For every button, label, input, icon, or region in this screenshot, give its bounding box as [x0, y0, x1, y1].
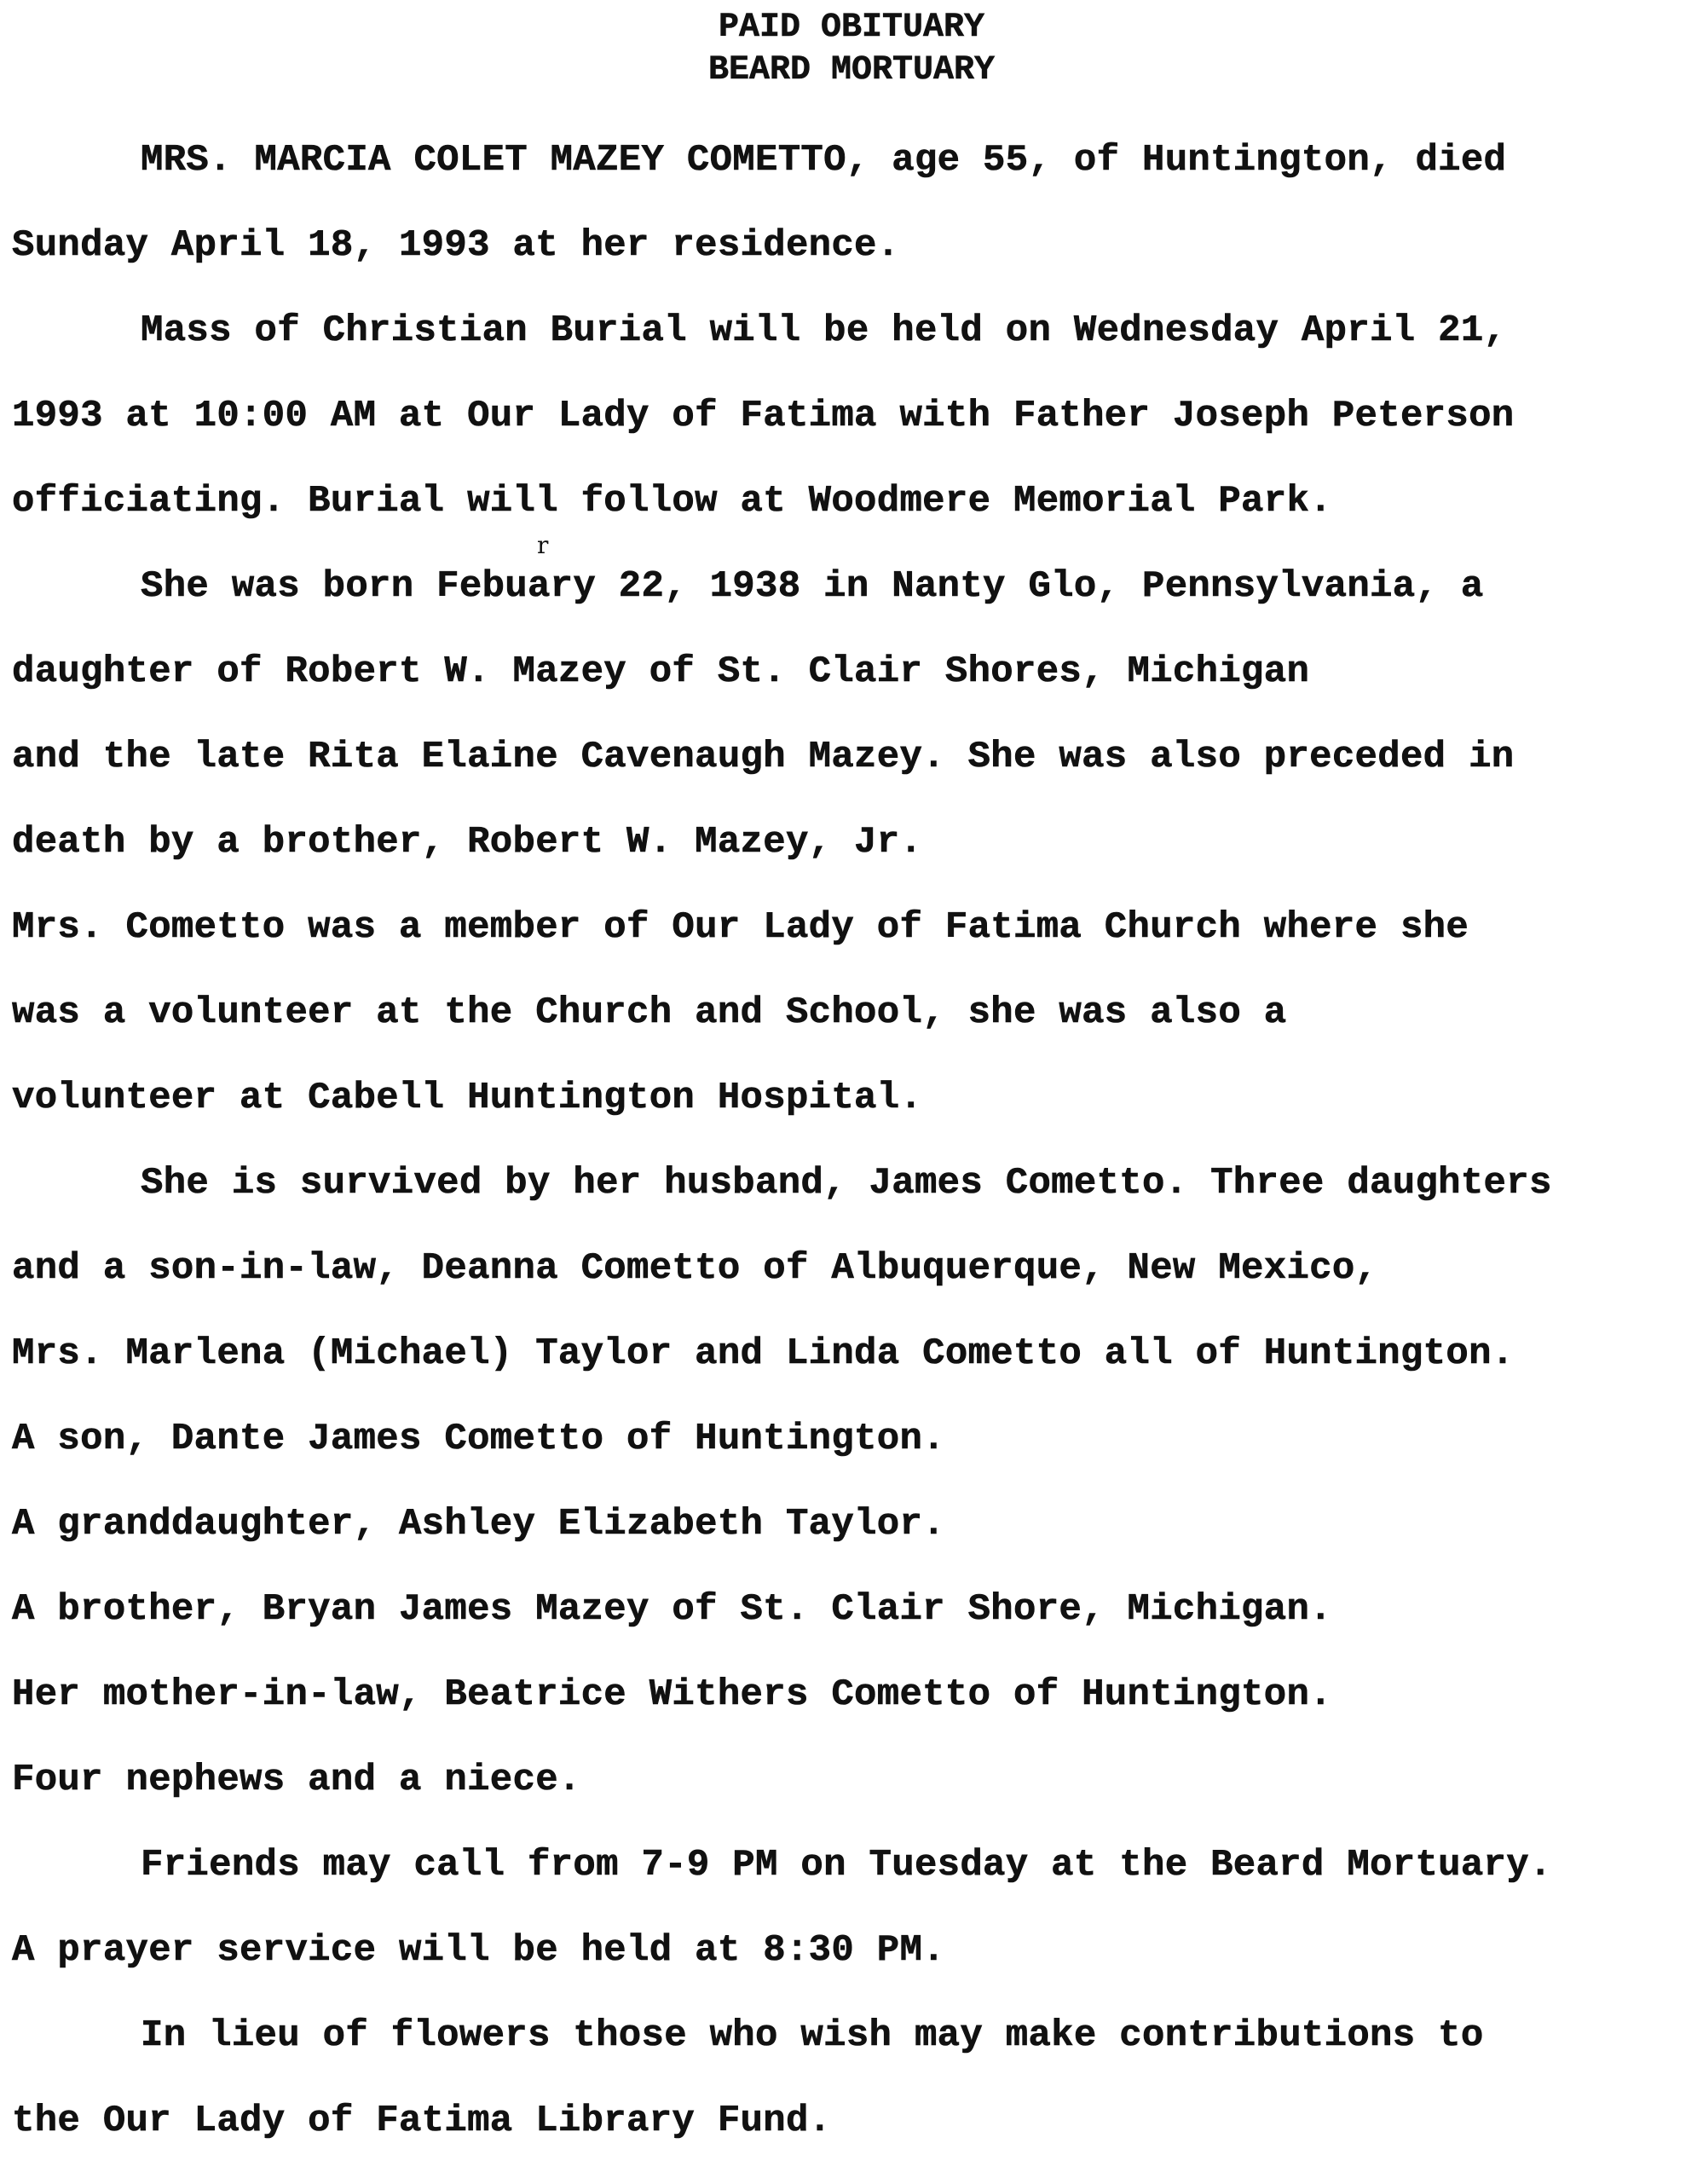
body-line: Sunday April 18, 1993 at her residence. — [12, 224, 900, 267]
body-line: MRS. MARCIA COLET MAZEY COMETTO, age 55, of Huntington, died — [141, 139, 1507, 182]
body-line: the Our Lady of Fatima Library Fund. — [12, 2100, 832, 2142]
body-line: officiating. Burial will follow at Woodmere Memorial Park. — [12, 480, 1332, 523]
body-line: A son, Dante James Cometto of Huntington. — [12, 1418, 945, 1460]
body-line: She is survived by her husband, James Cometto. Three daughters — [141, 1162, 1552, 1205]
body-line: and a son-in-law, Deanna Cometto of Albuquerque, New Mexico, — [12, 1247, 1378, 1290]
body-line: In lieu of flowers those who wish may make contributions to — [141, 2014, 1484, 2057]
body-line: Mrs. Cometto was a member of Our Lady of Fatima Church where she — [12, 906, 1469, 949]
handwritten-insert-mark: r — [537, 531, 549, 559]
body-line: Her mother-in-law, Beatrice Withers Cometto of Huntington. — [12, 1673, 1332, 1716]
body-line: and the late Rita Elaine Cavenaugh Mazey. She was also preceded in — [12, 736, 1515, 778]
body-line: was a volunteer at the Church and School, she was also a — [12, 991, 1287, 1034]
heading-paid-obituary: PAID OBITUARY — [718, 9, 985, 47]
body-line: A granddaughter, Ashley Elizabeth Taylor. — [12, 1503, 945, 1546]
body-line: 1993 at 10:00 AM at Our Lady of Fatima with Father Joseph Peterson — [12, 395, 1515, 437]
body-line: volunteer at Cabell Huntington Hospital. — [12, 1077, 923, 1119]
body-line: death by a brother, Robert W. Mazey, Jr. — [12, 821, 923, 864]
body-line: Mrs. Marlena (Michael) Taylor and Linda Cometto all of Huntington. — [12, 1332, 1515, 1375]
body-line: She was born Febuary 22, 1938 in Nanty Glo, Pennsylvania, a — [141, 565, 1484, 608]
body-line: Four nephews and a niece. — [12, 1759, 581, 1801]
body-line: daughter of Robert W. Mazey of St. Clair Shores, Michigan — [12, 650, 1310, 693]
body-line: A brother, Bryan James Mazey of St. Clair Shore, Michigan. — [12, 1588, 1332, 1631]
body-line: Mass of Christian Burial will be held on Wednesday April 21, — [141, 309, 1507, 352]
body-line: Friends may call from 7-9 PM on Tuesday at the Beard Mortuary. — [141, 1844, 1552, 1886]
body-line: A prayer service will be held at 8:30 PM. — [12, 1929, 945, 1972]
heading-beard-mortuary: BEARD MORTUARY — [707, 51, 996, 90]
